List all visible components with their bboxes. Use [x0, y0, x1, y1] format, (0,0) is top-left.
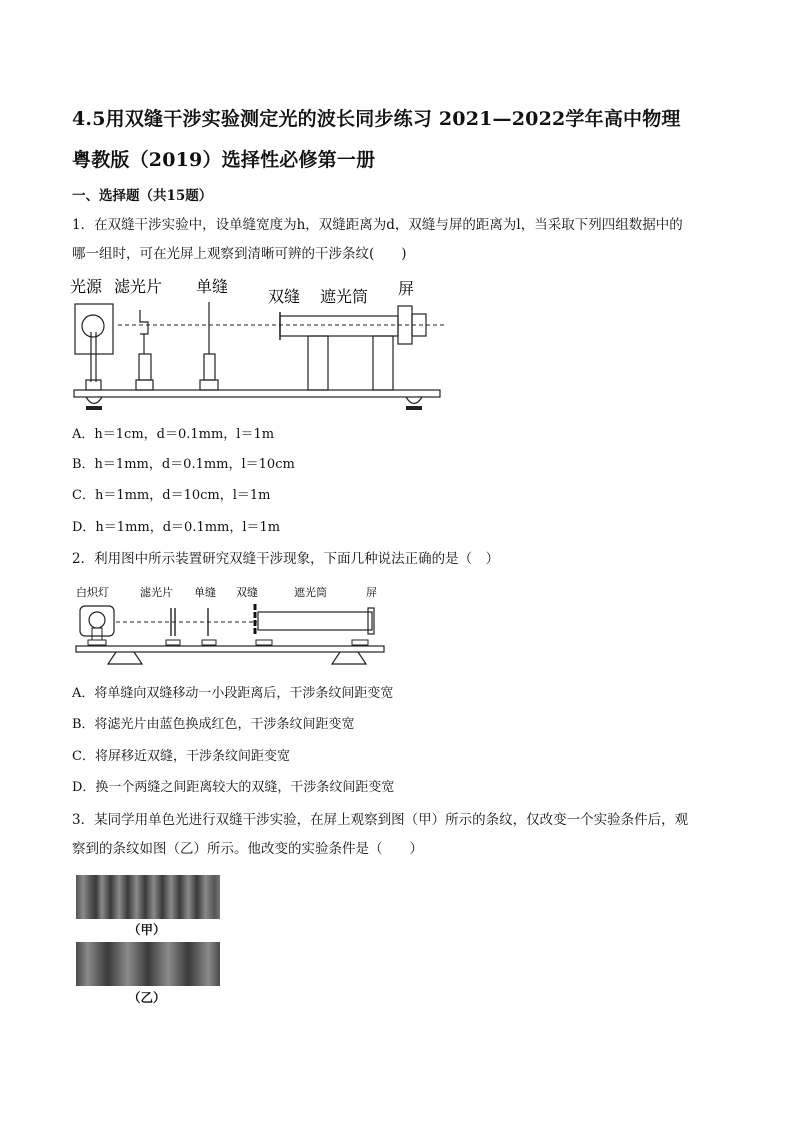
q2-option-d[interactable]: D．换一个两缝之间距离较大的双缝，干涉条纹间距变宽	[72, 780, 395, 795]
q1-shade-tube	[280, 316, 398, 336]
q1-label-source: 光源	[70, 277, 103, 296]
q2-label-lamp: 白炽灯	[76, 586, 109, 599]
q2-label-double-slit: 双缝	[236, 586, 258, 599]
doc-title-line2: 粤教版（2019）选择性必修第一册	[72, 149, 376, 171]
fringe-pattern-a	[76, 875, 220, 919]
q1-base-rail	[74, 390, 440, 397]
fringe-pattern-b	[76, 942, 220, 986]
q2-label-filter: 滤光片	[140, 586, 173, 599]
q1-option-a[interactable]: A．h＝1cm，d＝0.1mm，l＝1m	[72, 427, 275, 442]
q2-label-shade-tube: 遮光筒	[294, 586, 327, 599]
q2-label-single-slit: 单缝	[194, 586, 216, 599]
q2-shade-tube	[258, 612, 372, 630]
q3-stem-line2: 察到的条纹如图（乙）所示。他改变的实验条件是（ ）	[72, 841, 423, 857]
q1-stem-line1: 1．在双缝干涉实验中，设单缝宽度为h，双缝距离为d，双缝与屏的距离为l，当采取下列四组数据中的	[72, 217, 683, 233]
caption-b: （乙）	[128, 990, 166, 1005]
q1-option-c[interactable]: C．h＝1mm，d＝10cm，l＝1m	[72, 488, 271, 503]
q1-apparatus-diagram	[68, 272, 448, 420]
q1-bulb-icon	[82, 315, 104, 337]
q3-stem-line1: 3．某同学用单色光进行双缝干涉实验，在屏上观察到图（甲）所示的条纹，仅改变一个实验条件后，观	[72, 812, 689, 828]
q1-label-shade-tube: 遮光筒	[320, 287, 369, 306]
q1-label-double-slit: 双缝	[268, 287, 301, 306]
q1-option-b[interactable]: B．h＝1mm，d＝0.1mm，l＝10cm	[72, 457, 295, 472]
q2-label-screen: 屏	[366, 586, 377, 599]
q2-option-b[interactable]: B．将滤光片由蓝色换成红色，干涉条纹间距变宽	[72, 717, 355, 732]
q1-label-screen: 屏	[398, 279, 415, 298]
q1-option-d[interactable]: D．h＝1mm，d＝0.1mm，l＝1m	[72, 520, 281, 535]
q2-option-c[interactable]: C．将屏移近双缝，干涉条纹间距变宽	[72, 749, 290, 764]
caption-a: （甲）	[128, 922, 166, 937]
q2-stem: 2．利用图中所示装置研究双缝干涉现象，下面几种说法正确的是（ ）	[72, 551, 500, 567]
q2-apparatus-diagram	[72, 580, 392, 672]
q1-stem-line2: 哪一组时，可在光屏上观察到清晰可辨的干涉条纹( )	[72, 246, 407, 262]
q1-filter-icon	[140, 310, 148, 334]
q2-option-a[interactable]: A．将单缝向双缝移动一小段距离后，干涉条纹间距变宽	[72, 686, 394, 701]
q1-lamp-box	[75, 304, 113, 354]
section-heading: 一、选择题（共15题）	[72, 188, 213, 204]
q2-base-rail	[76, 646, 384, 652]
doc-title-line1: 4.5用双缝干涉实验测定光的波长同步练习 2021—2022学年高中物理	[72, 108, 681, 130]
q1-label-filter: 滤光片	[114, 277, 163, 296]
q2-lamp-icon	[80, 606, 114, 636]
q1-label-single-slit: 单缝	[196, 277, 229, 296]
